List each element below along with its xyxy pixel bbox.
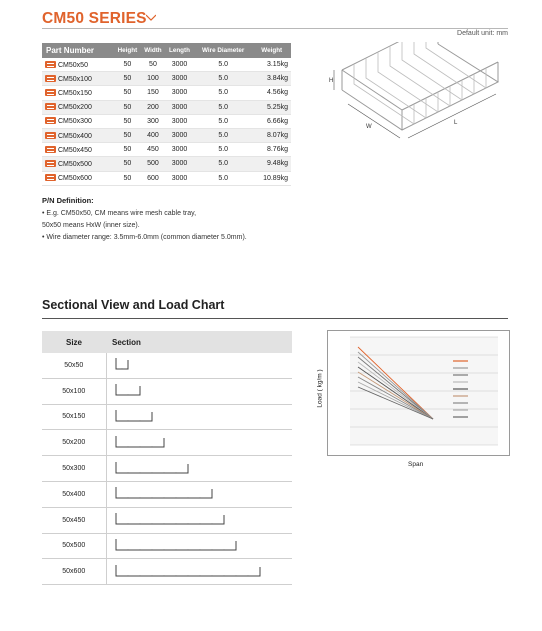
part-number-text: CM50x450 [58, 146, 92, 154]
width-dimension-label: W [366, 124, 372, 130]
spec-table-row [42, 114, 291, 128]
part-number-text: CM50x600 [58, 175, 92, 183]
section-table-row [42, 378, 292, 404]
spec-table-row [42, 72, 291, 86]
cell-length: 3000 [165, 157, 194, 171]
cell-height: 50 [114, 72, 141, 86]
cell-width: 200 [141, 100, 165, 114]
section-table-row [42, 533, 292, 559]
cable-tray-illustration [320, 42, 510, 152]
cell-wire: 5.0 [194, 86, 252, 100]
col-size: Size [42, 331, 106, 353]
cell-part [42, 86, 114, 100]
cell-width: 450 [141, 143, 165, 157]
section-size: 50x400 [42, 481, 106, 507]
cell-weight: 9.48kg [252, 157, 291, 171]
section-profile-cell [106, 456, 292, 482]
section-size: 50x150 [42, 404, 106, 430]
cell-weight: 8.07kg [252, 128, 291, 142]
col-wire-diameter: Wire Diameter [194, 43, 252, 58]
part-badge-icon [45, 160, 56, 167]
col-part-number: Part Number [42, 43, 114, 58]
section-table-row [42, 559, 292, 585]
col-weight: Weight [252, 43, 291, 58]
section-profile-icon [115, 537, 239, 553]
section-table-row [42, 456, 292, 482]
cell-length: 3000 [165, 171, 194, 185]
section-profile-cell [106, 378, 292, 404]
section-profile-cell [106, 507, 292, 533]
section-table-row [42, 353, 292, 378]
cell-width: 150 [141, 86, 165, 100]
load-chart-graphic [328, 331, 509, 455]
section-profile-cell [106, 404, 292, 430]
cell-width: 500 [141, 157, 165, 171]
section-table-row [42, 404, 292, 430]
cell-height: 50 [114, 86, 141, 100]
section-heading: Sectional View and Load Chart [42, 298, 225, 312]
series-title: CM50 SERIES [42, 10, 147, 27]
section-profile-icon [115, 485, 215, 501]
cell-length: 3000 [165, 100, 194, 114]
cell-wire: 5.0 [194, 72, 252, 86]
section-profile-icon [115, 434, 167, 450]
section-profile-icon [115, 460, 191, 476]
cell-width: 600 [141, 171, 165, 185]
cell-length: 3000 [165, 143, 194, 157]
cell-height: 50 [114, 157, 141, 171]
part-badge-icon [45, 103, 56, 110]
cell-weight: 6.66kg [252, 114, 291, 128]
section-profile-icon [115, 563, 263, 579]
pn-definition-heading: P/N Definition: [42, 196, 94, 205]
spec-table-row [42, 171, 291, 185]
cell-weight: 4.56kg [252, 86, 291, 100]
part-number-text: CM50x150 [58, 89, 92, 97]
part-number-text: CM50x200 [58, 104, 92, 112]
section-profile-icon [115, 408, 155, 424]
section-table-row [42, 507, 292, 533]
col-section: Section [106, 331, 292, 353]
cell-wire: 5.0 [194, 114, 252, 128]
cell-weight: 3.15kg [252, 58, 291, 72]
col-height: Height [114, 43, 141, 58]
section-table [42, 331, 292, 585]
spec-table-row [42, 143, 291, 157]
part-number-text: CM50x500 [58, 160, 92, 168]
section-size: 50x450 [42, 507, 106, 533]
default-unit-note: Default unit: mm [457, 30, 508, 37]
section-table-row [42, 430, 292, 456]
cell-wire: 5.0 [194, 143, 252, 157]
cell-length: 3000 [165, 128, 194, 142]
cell-part [42, 128, 114, 142]
cell-part [42, 157, 114, 171]
chevron-down-icon [146, 12, 156, 22]
cell-length: 3000 [165, 58, 194, 72]
cell-height: 50 [114, 58, 141, 72]
section-size: 50x500 [42, 533, 106, 559]
spec-table-row [42, 157, 291, 171]
part-number-text: CM50x300 [58, 118, 92, 126]
cell-length: 3000 [165, 86, 194, 100]
cell-height: 50 [114, 100, 141, 114]
cell-wire: 5.0 [194, 157, 252, 171]
cell-width: 300 [141, 114, 165, 128]
cell-length: 3000 [165, 114, 194, 128]
section-size: 50x100 [42, 378, 106, 404]
spec-table-row [42, 128, 291, 142]
section-profile-icon [115, 356, 131, 372]
cell-wire: 5.0 [194, 171, 252, 185]
cell-length: 3000 [165, 72, 194, 86]
load-chart [327, 330, 510, 456]
pn-definition-line: 50x50 means HxW (inner size). [42, 222, 140, 229]
spec-table [42, 43, 291, 186]
load-chart-x-label: Span [408, 461, 424, 468]
title-divider [42, 28, 508, 29]
cell-part [42, 58, 114, 72]
pn-definition-line: • E.g. CM50x50, CM means wire mesh cable tray, [42, 210, 197, 217]
spec-table-row [42, 58, 291, 72]
cell-weight: 5.25kg [252, 100, 291, 114]
cell-part [42, 143, 114, 157]
cell-wire: 5.0 [194, 58, 252, 72]
cell-width: 100 [141, 72, 165, 86]
part-number-text: CM50x50 [58, 61, 88, 69]
spec-table-row [42, 100, 291, 114]
length-dimension-label: L [454, 120, 458, 126]
part-badge-icon [45, 132, 56, 139]
cell-weight: 8.76kg [252, 143, 291, 157]
section-profile-icon [115, 511, 227, 527]
cell-weight: 3.84kg [252, 72, 291, 86]
cell-part [42, 171, 114, 185]
part-badge-icon [45, 174, 56, 181]
part-number-text: CM50x400 [58, 132, 92, 140]
section-profile-cell [106, 353, 292, 378]
section-profile-cell [106, 533, 292, 559]
cell-height: 50 [114, 128, 141, 142]
part-badge-icon [45, 117, 56, 124]
cell-part [42, 100, 114, 114]
cell-height: 50 [114, 143, 141, 157]
height-dimension-label: H [329, 78, 334, 84]
section-profile-cell [106, 559, 292, 585]
cell-height: 50 [114, 114, 141, 128]
cell-weight: 10.89kg [252, 171, 291, 185]
section-size: 50x50 [42, 353, 106, 378]
cell-width: 400 [141, 128, 165, 142]
cell-wire: 5.0 [194, 128, 252, 142]
spec-table-header [42, 43, 291, 58]
section-profile-cell [106, 430, 292, 456]
section-size: 50x300 [42, 456, 106, 482]
section-table-row [42, 481, 292, 507]
section-size: 50x200 [42, 430, 106, 456]
part-badge-icon [45, 61, 56, 68]
load-chart-y-label: Load ( kg/m ) [316, 369, 324, 408]
section-size: 50x600 [42, 559, 106, 585]
part-number-text: CM50x100 [58, 75, 92, 83]
section-table-header [42, 331, 292, 353]
part-badge-icon [45, 146, 56, 153]
cell-height: 50 [114, 171, 141, 185]
section-profile-icon [115, 382, 143, 398]
col-length: Length [165, 43, 194, 58]
spec-table-row [42, 86, 291, 100]
section-profile-cell [106, 481, 292, 507]
col-width: Width [141, 43, 165, 58]
section-divider [42, 318, 508, 319]
pn-definition-line: • Wire diameter range: 3.5mm-6.0mm (common diameter 5.0mm). [42, 234, 247, 241]
cell-wire: 5.0 [194, 100, 252, 114]
part-badge-icon [45, 75, 56, 82]
cell-width: 50 [141, 58, 165, 72]
part-badge-icon [45, 89, 56, 96]
cell-part [42, 114, 114, 128]
cell-part [42, 72, 114, 86]
